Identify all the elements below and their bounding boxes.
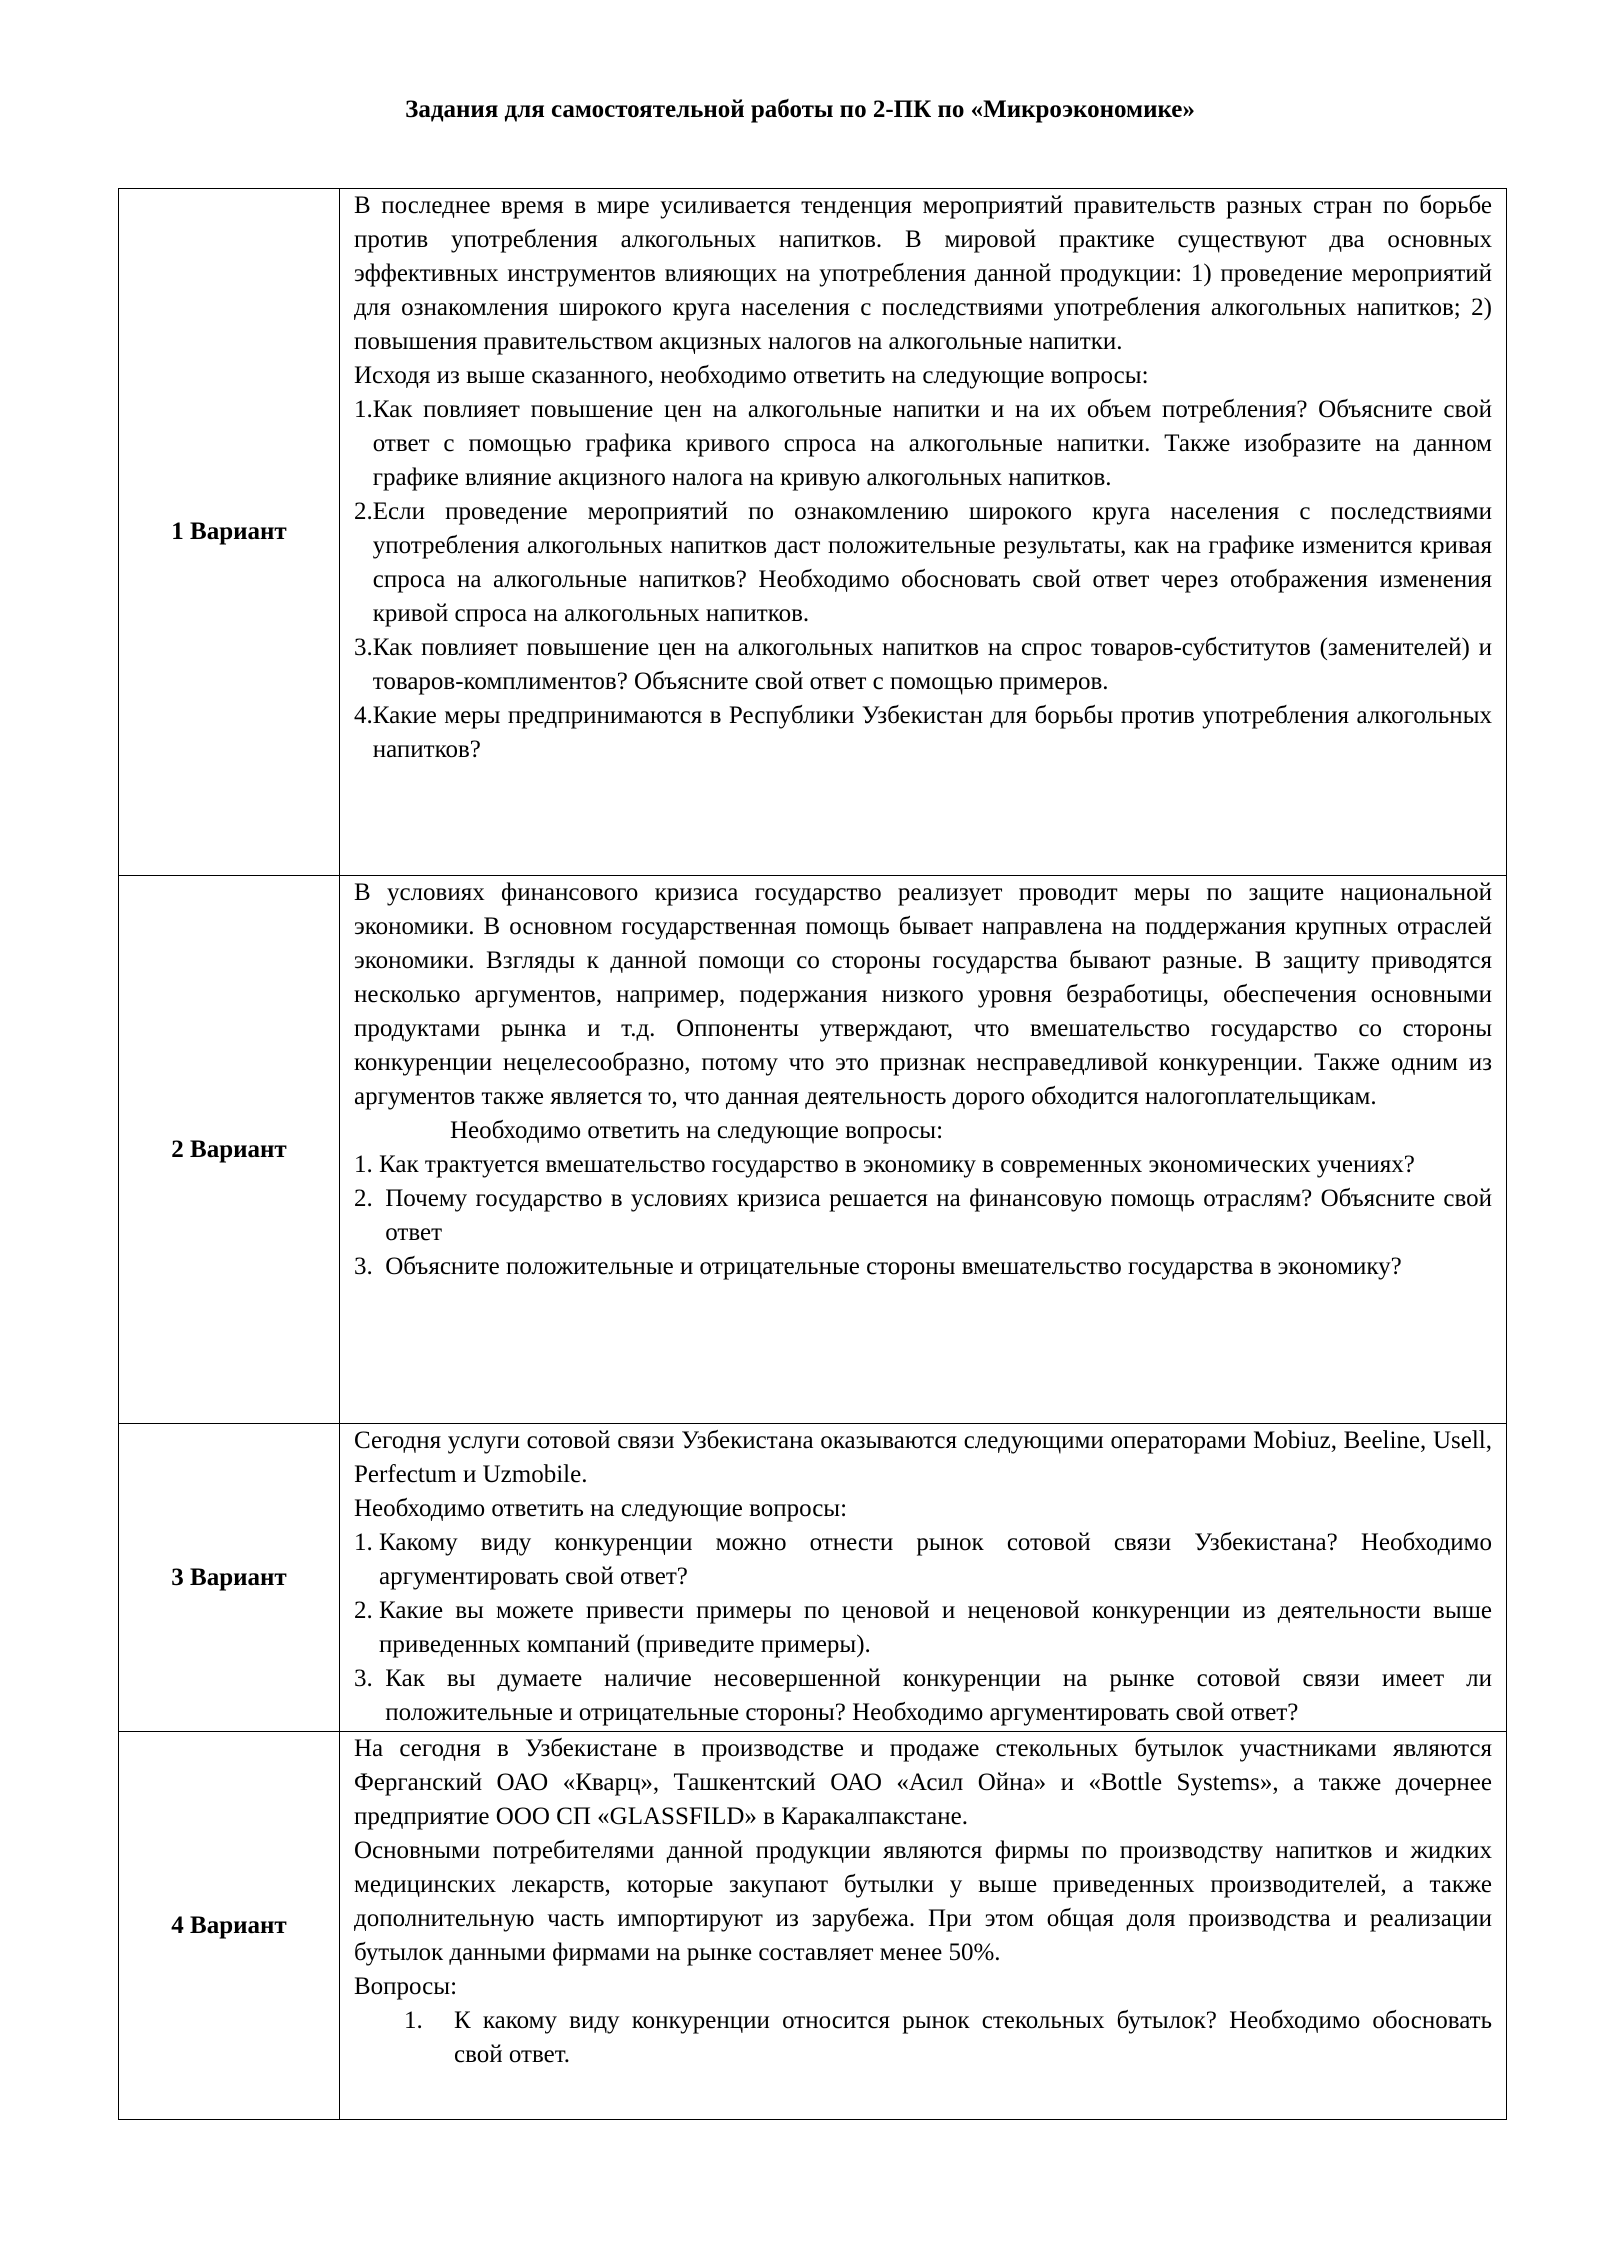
question-item bbox=[354, 1250, 1492, 1284]
question-number: 1. bbox=[354, 396, 373, 423]
variant-label: 1 Вариант bbox=[119, 189, 340, 876]
question-lead: Необходимо ответить на следующие вопросы: bbox=[450, 1117, 944, 1144]
question-item bbox=[354, 699, 1492, 767]
variant-content bbox=[340, 1732, 1507, 2120]
question-text: К какому виду конкуренции относится рынок стекольных бутылок? Необходимо обосновать свой ответ. bbox=[454, 2007, 1492, 2068]
variants-table bbox=[118, 188, 1507, 2120]
variant-label: 2 Вариант bbox=[119, 876, 340, 1424]
variant-intro: В условиях финансового кризиса государство реализует проводит меры по защите национальной экономики. В основном государственная помощь бывает направлена на поддержания крупных отраслей экономики. Взгляды к данной помощи со стороны государства бывают разные. В защиту приводятся несколько аргументов, например, подержания низкого уровня безработицы, обеспечения основными продуктами рынка и т.д. Оппоненты утверждают, что вмешательство государство со стороны конкуренции нецелесообразно, потому что это признак несправедливой конкуренции. Также одним из аргументов также является то, что данная деятельность дорого обходится налогоплательщикам. bbox=[354, 879, 1492, 1110]
page-title: Задания для самостоятельной работы по 2-ПК по «Микроэкономике» bbox=[405, 96, 1195, 123]
table-row bbox=[119, 189, 1507, 876]
question-text: Какому виду конкуренции можно отнести рынок сотовой связи Узбекистана? Необходимо аргументировать свой ответ? bbox=[379, 1529, 1492, 1590]
variant-intro-2: Основными потребителями данной продукции являются фирмы по производству напитков и жидких медицинских лекарств, которые закупают бутылки у выше приведенных производителей, а также дополнительную часть импортируют из зарубежа. При этом общая доля производства и реализации бутылок данными фирмами на рынке составляет менее 50%. bbox=[354, 1837, 1492, 1966]
question-item bbox=[354, 1148, 1492, 1182]
question-item bbox=[354, 1662, 1492, 1730]
question-number: 2. bbox=[354, 1597, 379, 1624]
question-lead: Вопросы: bbox=[354, 1973, 458, 2000]
table-row bbox=[119, 1424, 1507, 1732]
question-number: 1. bbox=[354, 1151, 379, 1178]
question-text: Объясните положительные и отрицательные стороны вмешательство государства в экономику? bbox=[385, 1253, 1402, 1280]
question-item bbox=[354, 1182, 1492, 1250]
question-text: Как повлияет повышение цен на алкогольные напитки и на их объем потребления? Объясните свой ответ с помощью графика кривого спроса на алкогольные напитки. Также изобразите на данном графике влияние акцизного налога на кривую алкогольных напитков. bbox=[372, 396, 1492, 491]
variant-content bbox=[340, 189, 1507, 876]
question-text: Какие меры предпринимаются в Республики Узбекистан для борьбы против употребления алкогольных напитков? bbox=[372, 702, 1492, 763]
question-number: 3. bbox=[354, 1665, 386, 1692]
question-number: 4. bbox=[354, 702, 373, 729]
question-text: Как трактуется вмешательство государство в экономику в современных экономических учениях? bbox=[379, 1151, 1415, 1178]
question-number: 1. bbox=[404, 2007, 423, 2034]
variant-content bbox=[340, 876, 1507, 1424]
question-number: 2. bbox=[354, 1185, 386, 1212]
question-number: 3. bbox=[354, 1253, 386, 1280]
question-number: 3. bbox=[354, 634, 373, 661]
question-item bbox=[354, 1526, 1492, 1594]
question-number: 2. bbox=[354, 498, 373, 525]
variant-label: 4 Вариант bbox=[119, 1732, 340, 2120]
table-row bbox=[119, 876, 1507, 1424]
question-text: Какие вы можете привести примеры по ценовой и неценовой конкуренции из деятельности выше приведенных компаний (приведите примеры). bbox=[379, 1597, 1492, 1658]
question-text: Как вы думаете наличие несовершенной конкуренции на рынке сотовой связи имеет ли положительные и отрицательные стороны? Необходимо аргументировать свой ответ? bbox=[385, 1665, 1492, 1726]
variant-content bbox=[340, 1424, 1507, 1732]
variant-intro: Сегодня услуги сотовой связи Узбекистана оказываются следующими операторами Mobiuz, Beeline, Usell, Perfectum и Uzmobile. bbox=[354, 1427, 1492, 1488]
question-lead: Необходимо ответить на следующие вопросы: bbox=[354, 1495, 848, 1522]
question-item bbox=[354, 495, 1492, 631]
question-item bbox=[354, 2004, 1492, 2072]
question-item bbox=[354, 1594, 1492, 1662]
variant-intro: На сегодня в Узбекистане в производстве и продаже стекольных бутылок участниками являются Ферганский ОАО «Кварц», Ташкентский ОАО «Асил Ойна» и «Bottle Systems», а также дочернее предприятие ООО СП «GLASSFILD» в Каракалпакстане. bbox=[354, 1735, 1492, 1830]
question-text: Как повлияет повышение цен на алкогольных напитков на спрос товаров-субститутов (заменителей) и товаров-комплиментов? Объясните свой ответ с помощью примеров. bbox=[372, 634, 1492, 695]
variant-intro: В последнее время в мире усиливается тенденция мероприятий правительств разных стран по борьбе против употребления алкогольных напитков. В мировой практике существуют два основных эффективных инструментов влияющих на употребления данной продукции: 1) проведение мероприятий для ознакомления широкого круга населения с последствиями употребления алкогольных напитков; 2) повышения правительством акцизных налогов на алкогольные напитки. bbox=[354, 192, 1492, 355]
variant-label: 3 Вариант bbox=[119, 1424, 340, 1732]
question-item bbox=[354, 393, 1492, 495]
question-text: Почему государство в условиях кризиса решается на финансовую помощь отраслям? Объясните свой ответ bbox=[385, 1185, 1492, 1246]
question-lead: Исходя из выше сказанного, необходимо ответить на следующие вопросы: bbox=[354, 362, 1149, 389]
question-number: 1. bbox=[354, 1529, 379, 1556]
question-text: Если проведение мероприятий по ознакомлению широкого круга населения с последствиями употребления алкогольных напитков даст положительные результаты, как на графике изменится кривая спроса на алкогольные напитков? Необходимо обосновать свой ответ через отображения изменения кривой спроса на алкогольных напитков. bbox=[372, 498, 1492, 627]
table-row bbox=[119, 1732, 1507, 2120]
question-item bbox=[354, 631, 1492, 699]
